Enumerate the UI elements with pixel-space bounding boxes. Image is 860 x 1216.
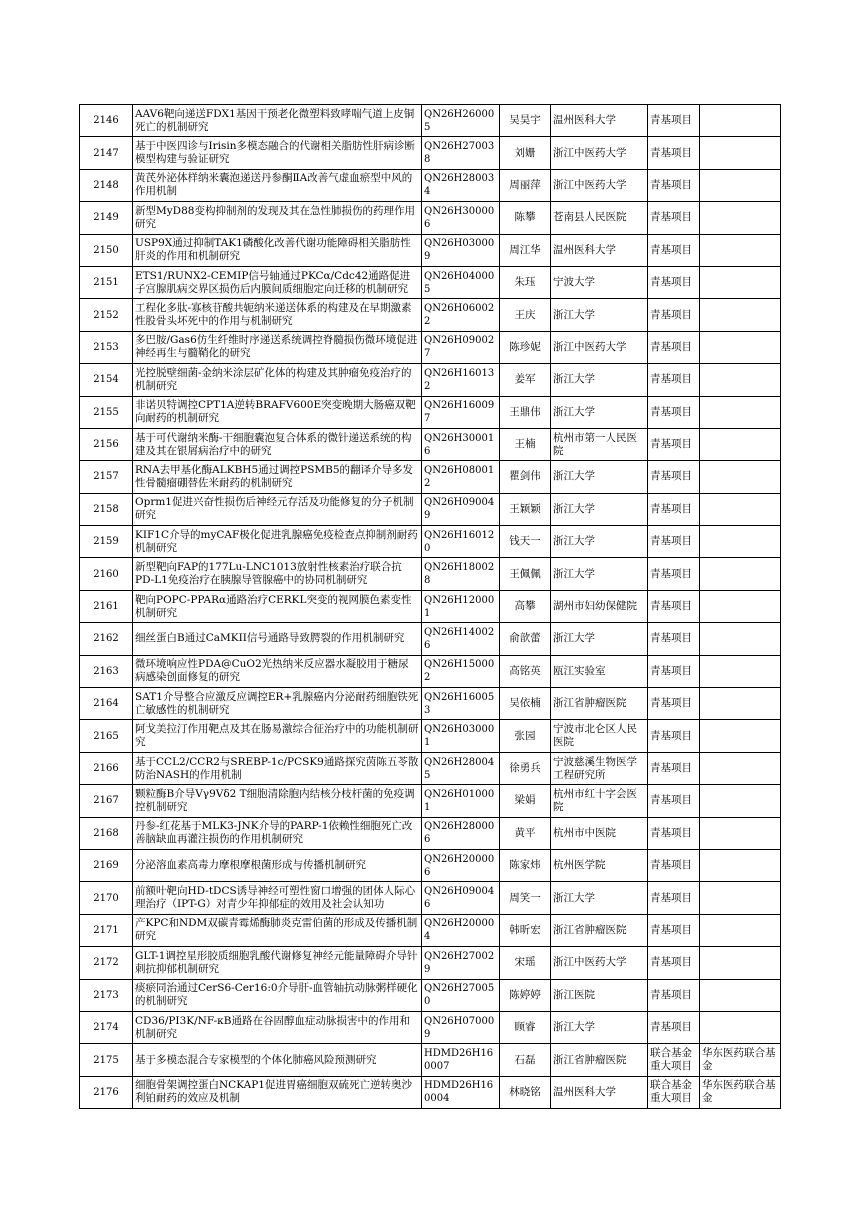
row-number: 2155: [80, 396, 133, 428]
project-type: 青基项目: [648, 655, 700, 687]
project-title: 丹参-红花基于MLK3-JNK介导的PARP-1依赖性细胞死亡改善脑缺血再灌注损伤的作用机制研究: [133, 817, 422, 849]
project-list-table: [79, 104, 781, 1109]
fund-note: [700, 105, 781, 137]
project-type: 青基项目: [648, 266, 700, 298]
table-row: [80, 493, 781, 525]
row-number: 2154: [80, 364, 133, 396]
institution-name: 瓯江实验室: [551, 655, 648, 687]
table-row: [80, 331, 781, 363]
table-row: [80, 720, 781, 752]
institution-name: 浙江大学: [551, 299, 648, 331]
institution-name: 浙江大学: [551, 396, 648, 428]
table-row: [80, 1076, 781, 1108]
row-number: 2167: [80, 785, 133, 817]
institution-name: 湖州市妇幼保健院: [551, 590, 648, 622]
row-number: 2153: [80, 331, 133, 363]
project-type: 青基项目: [648, 331, 700, 363]
row-number: 2151: [80, 266, 133, 298]
table-row: [80, 979, 781, 1011]
project-code: QN26H270038: [422, 137, 500, 169]
applicant-name: 吴昊宇: [500, 105, 551, 137]
project-title: 颗粒酶B介导Vγ9Vδ2 T细胞清除胞内结核分枝杆菌的免疫调控机制研究: [133, 785, 422, 817]
row-number: 2171: [80, 914, 133, 946]
applicant-name: 陈家炜: [500, 849, 551, 881]
project-code: QN26H160120: [422, 526, 500, 558]
fund-note: [700, 590, 781, 622]
project-type: 青基项目: [648, 720, 700, 752]
applicant-name: 周江华: [500, 234, 551, 266]
institution-name: 温州医科大学: [551, 105, 648, 137]
project-title: 工程化多肽-寡核苷酸共轭纳米递送体系的构建及在早期激素性股骨头坏死中的作用与机制研究: [133, 299, 422, 331]
table-row: [80, 882, 781, 914]
institution-name: 浙江大学: [551, 526, 648, 558]
row-number: 2149: [80, 202, 133, 234]
project-type: 青基项目: [648, 849, 700, 881]
row-number: 2168: [80, 817, 133, 849]
institution-name: 浙江大学: [551, 1011, 648, 1043]
row-number: 2158: [80, 493, 133, 525]
row-number: 2159: [80, 526, 133, 558]
table-row: [80, 202, 781, 234]
project-title: AAV6靶向递送FDX1基因干预老化微塑料致哮喘气道上皮铜死亡的机制研究: [133, 105, 422, 137]
project-code: HDMD26H160004: [422, 1076, 500, 1108]
table-row: [80, 752, 781, 784]
institution-name: 宁波慈溪生物医学工程研究所: [551, 752, 648, 784]
fund-note: [700, 202, 781, 234]
fund-note: [700, 461, 781, 493]
row-number: 2170: [80, 882, 133, 914]
table-row: [80, 364, 781, 396]
applicant-name: 刘姗: [500, 137, 551, 169]
project-code: QN26H090049: [422, 493, 500, 525]
table-row: [80, 266, 781, 298]
institution-name: 温州医科大学: [551, 1076, 648, 1108]
fund-note: [700, 428, 781, 460]
project-code: QN26H300006: [422, 202, 500, 234]
project-title: 光控脱壁细菌-金纳米涂层矿化体的构建及其肿瘤免疫治疗的机制研究: [133, 364, 422, 396]
institution-name: 宁波市北仑区人民医院: [551, 720, 648, 752]
project-code: QN26H270050: [422, 979, 500, 1011]
project-code: QN26H090046: [422, 882, 500, 914]
row-number: 2166: [80, 752, 133, 784]
institution-name: 浙江省肿瘤医院: [551, 688, 648, 720]
fund-note: [700, 817, 781, 849]
project-title: KIF1C介导的myCAF极化促进乳腺癌免疫检查点抑制剂耐药机制研究: [133, 526, 422, 558]
row-number: 2146: [80, 105, 133, 137]
project-code: QN26H080012: [422, 461, 500, 493]
project-type: 青基项目: [648, 623, 700, 655]
row-number: 2156: [80, 428, 133, 460]
fund-note: [700, 364, 781, 396]
row-number: 2157: [80, 461, 133, 493]
project-code: QN26H200004: [422, 914, 500, 946]
project-type: 青基项目: [648, 752, 700, 784]
institution-name: 杭州医学院: [551, 849, 648, 881]
fund-note: [700, 785, 781, 817]
applicant-name: 周笑一: [500, 882, 551, 914]
table-row: [80, 299, 781, 331]
project-type: 青基项目: [648, 590, 700, 622]
table-row: [80, 234, 781, 266]
fund-note: [700, 947, 781, 979]
table-row: [80, 849, 781, 881]
row-number: 2174: [80, 1011, 133, 1043]
project-title: GLT-1调控星形胶质细胞乳酸代谢修复神经元能量障碍介导针刺抗抑郁机制研究: [133, 947, 422, 979]
table-row: [80, 914, 781, 946]
project-code: QN26H180028: [422, 558, 500, 590]
applicant-name: 顾睿: [500, 1011, 551, 1043]
institution-name: 浙江中医药大学: [551, 947, 648, 979]
fund-note: [700, 882, 781, 914]
project-code: QN26H200006: [422, 849, 500, 881]
applicant-name: 王鼎伟: [500, 396, 551, 428]
fund-note: [700, 1011, 781, 1043]
institution-name: 浙江大学: [551, 364, 648, 396]
table-row: [80, 1044, 781, 1076]
project-type: 青基项目: [648, 169, 700, 201]
row-number: 2165: [80, 720, 133, 752]
applicant-name: 林晓铭: [500, 1076, 551, 1108]
institution-name: 浙江大学: [551, 623, 648, 655]
row-number: 2148: [80, 169, 133, 201]
applicant-name: 陈攀: [500, 202, 551, 234]
project-type: 青基项目: [648, 558, 700, 590]
project-code: HDMD26H160007: [422, 1044, 500, 1076]
applicant-name: 高攀: [500, 590, 551, 622]
table-row: [80, 688, 781, 720]
row-number: 2176: [80, 1076, 133, 1108]
institution-name: 浙江省肿瘤医院: [551, 914, 648, 946]
fund-note: [700, 688, 781, 720]
project-type: 青基项目: [648, 428, 700, 460]
project-code: QN26H270029: [422, 947, 500, 979]
applicant-name: 王庆: [500, 299, 551, 331]
table-row: [80, 947, 781, 979]
project-type: 青基项目: [648, 979, 700, 1011]
project-type: 青基项目: [648, 299, 700, 331]
institution-name: 浙江大学: [551, 461, 648, 493]
institution-name: 浙江医院: [551, 979, 648, 1011]
table-row: [80, 461, 781, 493]
project-title: 靶向POPC-PPARα通路治疗CERKL突变的视网膜色素变性机制研究: [133, 590, 422, 622]
applicant-name: 梁娟: [500, 785, 551, 817]
project-title: 非诺贝特调控CPT1A逆转BRAFV600E突变晚期大肠癌双靶向耐药的机制研究: [133, 396, 422, 428]
fund-note: [700, 169, 781, 201]
project-type: 青基项目: [648, 396, 700, 428]
fund-note: [700, 396, 781, 428]
project-type: 青基项目: [648, 882, 700, 914]
institution-name: 杭州市红十字会医院: [551, 785, 648, 817]
institution-name: 浙江大学: [551, 493, 648, 525]
project-type: 青基项目: [648, 785, 700, 817]
institution-name: 宁波大学: [551, 266, 648, 298]
applicant-name: 黄平: [500, 817, 551, 849]
project-title: 细胞骨架调控蛋白NCKAP1促进胃癌细胞双硫死亡逆转奥沙利铂耐药的效应及机制: [133, 1076, 422, 1108]
table-row: [80, 817, 781, 849]
project-code: QN26H040005: [422, 266, 500, 298]
project-title: 新型MyD88变构抑制剂的发现及其在急性肺损伤的药理作用研究: [133, 202, 422, 234]
applicant-name: 朱珏: [500, 266, 551, 298]
applicant-name: 王楠: [500, 428, 551, 460]
project-title: 基于中医四诊与Irisin多模态融合的代谢相关脂肪性肝病诊断模型构建与验证研究: [133, 137, 422, 169]
project-code: QN26H090027: [422, 331, 500, 363]
institution-name: 杭州市第一人民医院: [551, 428, 648, 460]
project-title: 产KPC和NDM双碳青霉烯酶肺炎克雷伯菌的形成及传播机制研究: [133, 914, 422, 946]
project-code: QN26H030001: [422, 720, 500, 752]
project-type: 青基项目: [648, 526, 700, 558]
fund-note: [700, 331, 781, 363]
institution-name: 浙江大学: [551, 558, 648, 590]
project-type: 青基项目: [648, 817, 700, 849]
fund-note: [700, 752, 781, 784]
fund-note: [700, 266, 781, 298]
applicant-name: 吴依楠: [500, 688, 551, 720]
table-row: [80, 558, 781, 590]
institution-name: 浙江中医药大学: [551, 137, 648, 169]
table-row: [80, 1011, 781, 1043]
fund-note: [700, 849, 781, 881]
institution-name: 浙江省肿瘤医院: [551, 1044, 648, 1076]
table-row: [80, 655, 781, 687]
project-title: RNA去甲基化酶ALKBH5通过调控PSMB5的翻译介导多发性骨髓瘤硼替佐米耐药的机制研究: [133, 461, 422, 493]
row-number: 2150: [80, 234, 133, 266]
project-type: 青基项目: [648, 105, 700, 137]
fund-note: [700, 493, 781, 525]
project-code: QN26H160053: [422, 688, 500, 720]
fund-note: [700, 558, 781, 590]
applicant-name: 瞿剑伟: [500, 461, 551, 493]
row-number: 2173: [80, 979, 133, 1011]
applicant-name: 宋瑶: [500, 947, 551, 979]
project-code: QN26H160097: [422, 396, 500, 428]
project-code: QN26H280045: [422, 752, 500, 784]
project-title: 基于可代谢纳米酶-干细胞囊泡复合体系的微针递送系统的构建及其在银屑病治疗中的研究: [133, 428, 422, 460]
row-number: 2164: [80, 688, 133, 720]
table-row: [80, 105, 781, 137]
project-code: QN26H070009: [422, 1011, 500, 1043]
project-type: 青基项目: [648, 493, 700, 525]
project-title: 分泌溶血素高毒力摩根摩根菌形成与传播机制研究: [133, 849, 422, 881]
institution-name: 浙江中医药大学: [551, 169, 648, 201]
fund-note: [700, 979, 781, 1011]
row-number: 2160: [80, 558, 133, 590]
project-type: 联合基金重大项目: [648, 1044, 700, 1076]
project-title: 基于CCL2/CCR2与SREBP-1c/PCSK9通路探究茵陈五苓散防治NASH的作用机制: [133, 752, 422, 784]
fund-note: [700, 526, 781, 558]
row-number: 2152: [80, 299, 133, 331]
project-title: 多巴胺/Gas6仿生纤维时序递送系统调控脊髓损伤微环境促进神经再生与髓鞘化的研究: [133, 331, 422, 363]
applicant-name: 张园: [500, 720, 551, 752]
applicant-name: 石磊: [500, 1044, 551, 1076]
project-title: USP9X通过抑制TAK1磷酸化改善代谢功能障碍相关脂肪性肝炎的作用和机制研究: [133, 234, 422, 266]
row-number: 2147: [80, 137, 133, 169]
project-code: QN26H160132: [422, 364, 500, 396]
institution-name: 杭州市中医院: [551, 817, 648, 849]
row-number: 2169: [80, 849, 133, 881]
project-code: QN26H280034: [422, 169, 500, 201]
project-type: 青基项目: [648, 914, 700, 946]
project-type: 青基项目: [648, 1011, 700, 1043]
applicant-name: 王佩佩: [500, 558, 551, 590]
row-number: 2162: [80, 623, 133, 655]
applicant-name: 钱天一: [500, 526, 551, 558]
fund-note: [700, 137, 781, 169]
fund-note: 华东医药联合基金: [700, 1076, 781, 1108]
table-row: [80, 526, 781, 558]
project-code: QN26H120001: [422, 590, 500, 622]
row-number: 2163: [80, 655, 133, 687]
project-code: QN26H260005: [422, 105, 500, 137]
applicant-name: 徐勇兵: [500, 752, 551, 784]
project-type: 青基项目: [648, 202, 700, 234]
project-type: 青基项目: [648, 137, 700, 169]
project-title: 阿戈美拉汀作用靶点及其在肠易激综合征治疗中的功能机制研究: [133, 720, 422, 752]
project-title: 新型靶向FAP的177Lu-LNC1013放射性核素治疗联合抗PD-L1免疫治疗在胰腺导管腺癌中的协同机制研究: [133, 558, 422, 590]
project-title: Oprm1促进兴奋性损伤后神经元存活及功能修复的分子机制研究: [133, 493, 422, 525]
applicant-name: 周丽萍: [500, 169, 551, 201]
applicant-name: 姜军: [500, 364, 551, 396]
applicant-name: 俞歆蕾: [500, 623, 551, 655]
row-number: 2161: [80, 590, 133, 622]
fund-note: [700, 914, 781, 946]
fund-note: [700, 299, 781, 331]
project-title: 黄芪外泌体样纳米囊泡递送丹参酮ⅡA改善气虚血瘀型中风的作用机制: [133, 169, 422, 201]
fund-note: [700, 234, 781, 266]
institution-name: 浙江大学: [551, 882, 648, 914]
applicant-name: 陈珍妮: [500, 331, 551, 363]
project-code: QN26H060022: [422, 299, 500, 331]
institution-name: 苍南县人民医院: [551, 202, 648, 234]
fund-note: [700, 623, 781, 655]
project-type: 青基项目: [648, 688, 700, 720]
row-number: 2175: [80, 1044, 133, 1076]
project-title: 痰瘀同治通过CerS6-Cer16:0介导肝-血管轴抗动脉粥样硬化的机制研究: [133, 979, 422, 1011]
fund-note: [700, 720, 781, 752]
project-title: 细丝蛋白B通过CaMKII信号通路导致腭裂的作用机制研究: [133, 623, 422, 655]
row-number: 2172: [80, 947, 133, 979]
project-code: QN26H280006: [422, 817, 500, 849]
project-type: 青基项目: [648, 364, 700, 396]
project-title: 微环境响应性PDA@CuO2光热纳米反应器水凝胶用于糖尿病感染创面修复的研究: [133, 655, 422, 687]
project-code: QN26H140026: [422, 623, 500, 655]
project-code: QN26H150002: [422, 655, 500, 687]
table-row: [80, 785, 781, 817]
applicant-name: 王颖颖: [500, 493, 551, 525]
project-title: 基于多模态混合专家模型的个体化肺癌风险预测研究: [133, 1044, 422, 1076]
applicant-name: 韩昕宏: [500, 914, 551, 946]
project-code: QN26H300016: [422, 428, 500, 460]
applicant-name: 高铭英: [500, 655, 551, 687]
institution-name: 浙江中医药大学: [551, 331, 648, 363]
table-row: [80, 169, 781, 201]
project-title: ETS1/RUNX2-CEMIP信号轴通过PKCα/Cdc42通路促进子宫腺肌病交界区损伤后内膜间质细胞定向迁移的机制研究: [133, 266, 422, 298]
institution-name: 温州医科大学: [551, 234, 648, 266]
project-title: CD36/PI3K/NF-κB通路在谷固醇血症动脉损害中的作用和机制研究: [133, 1011, 422, 1043]
fund-note: 华东医药联合基金: [700, 1044, 781, 1076]
applicant-name: 陈婷婷: [500, 979, 551, 1011]
project-type: 联合基金重大项目: [648, 1076, 700, 1108]
table-row: [80, 623, 781, 655]
project-code: QN26H030009: [422, 234, 500, 266]
table-row: [80, 137, 781, 169]
project-title: 前额叶靶向HD-tDCS诱导神经可塑性窗口增强的团体人际心理治疗（IPT-G）对青少年抑郁症的效用及社会认知功: [133, 882, 422, 914]
project-code: QN26H010001: [422, 785, 500, 817]
table-row: [80, 396, 781, 428]
table-row: [80, 590, 781, 622]
table-row: [80, 428, 781, 460]
project-type: 青基项目: [648, 234, 700, 266]
fund-note: [700, 655, 781, 687]
project-type: 青基项目: [648, 947, 700, 979]
project-type: 青基项目: [648, 461, 700, 493]
project-title: SAT1介导整合应激反应调控ER+乳腺癌内分泌耐药细胞铁死亡敏感性的机制研究: [133, 688, 422, 720]
